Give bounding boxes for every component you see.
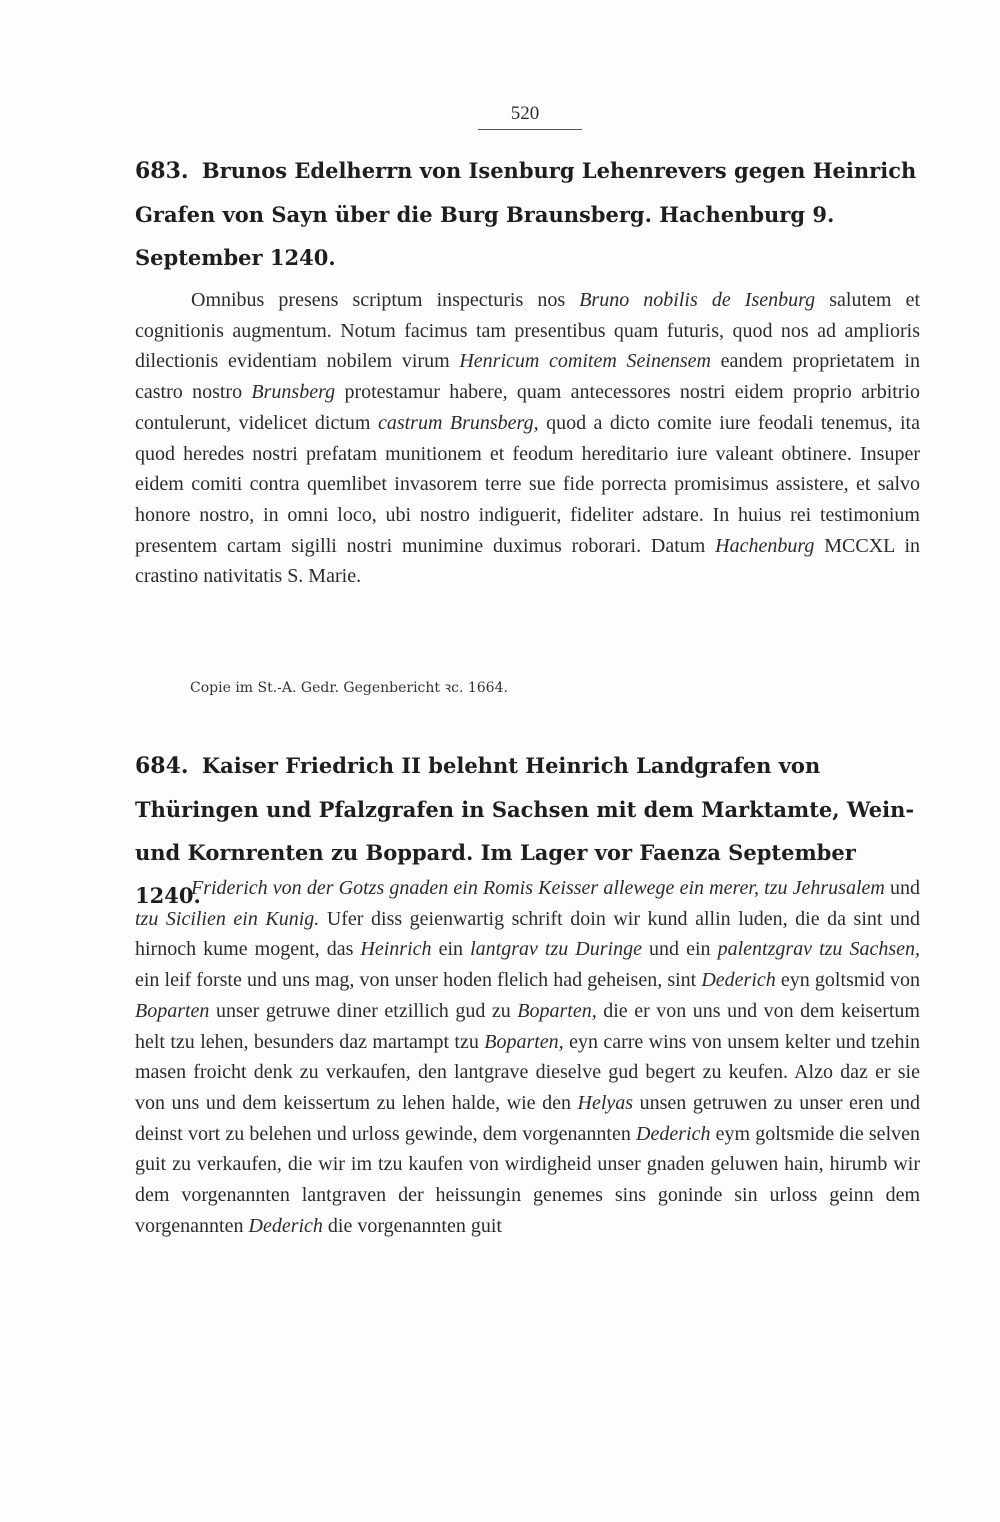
italic-name: Heinrich: [360, 938, 432, 961]
italic-name: Dederich: [636, 1122, 711, 1145]
text-run: die er von uns und von dem keisertum helt tzu lehen, besunders daz martampt tzu: [135, 999, 920, 1053]
text-run: Ufer diss geienwartig schrift doin wir kund allin luden, die da sint und hirnoch kume mogent, das: [135, 907, 920, 961]
italic-name: Dederich: [248, 1214, 323, 1237]
italic-name: Friderich von der Gotzs gnaden ein Romis Keisser allewege ein merer, tzu Jehrusalem: [191, 877, 885, 899]
text-run: und ein: [649, 938, 711, 961]
italic-name: Henricum comitem Seinensem: [459, 350, 711, 373]
italic-name: Boparten: [135, 999, 210, 1022]
entry-683-source-note: Copie im St.-A. Gedr. Gegenbericht ꝛc. 1664.: [190, 680, 508, 696]
text-run: salutem et cognitionis augmentum. Notum facimus tam presentibus quam futuris, quod nos ad amplioris dilectionis evidentiam nobilem virum: [135, 289, 920, 373]
text-run: quod a dicto comite iure feodali tenemus, ita quod heredes nostri prefatam munitionem et feodum hereditario iure valeant obtinere. Insuper eidem comiti contra quemlibet invasorem terre sue fide porrecta promisimus assistere, et salvo honore nostro, in omni loco, ubi nostro indiguerit, fideliter adstare. In huius rei testimonium presentem cartam sigilli nostri munimine duximus roborari. Datum: [135, 411, 920, 557]
text-run: eyn goltsmid von: [780, 969, 921, 992]
text-run: eym goltsmide die selven guit zu verkaufen, die wir im tzu kaufen von wirdigheid unser gnaden geluwen hain, hirumb wir dem vorgenannten lantgraven der heissungin genemes sins goninde sin urloss geinn dem vorgenannten: [135, 1122, 920, 1237]
italic-name: Boparten,: [484, 1030, 564, 1053]
text-run: protestamur habere, quam antecessores nostri eidem proprio arbitrio contulerunt, videlicet dictum: [135, 381, 921, 434]
italic-name: palentzgrav tzu Sachsen,: [717, 938, 921, 961]
entry-683-text: [135, 285, 920, 592]
text-run: Omnibus presens scriptum inspecturis nos: [191, 289, 566, 311]
text-run: ein: [438, 938, 464, 961]
italic-name: Helyas: [577, 1091, 634, 1114]
text-run: unsen getruwen zu unser eren und deinst vort zu belehen und urloss gewinde, dem vorgenannten: [135, 1091, 921, 1145]
italic-name: lantgrav tzu Duringe: [470, 938, 642, 961]
text-run: unser getruwe diner etzillich gud zu: [215, 999, 511, 1022]
italic-name: Hachenburg: [715, 534, 815, 557]
italic-name: Brunsberg: [251, 381, 336, 404]
text-run: und: [890, 877, 920, 899]
page-number-rule: [478, 129, 582, 130]
entry-684-title: Kaiser Friedrich II belehnt Heinrich Landgrafen von Thüringen und Pfalzgrafen in Sachsen mit dem Marktamte, Wein- und Kornrenten zu Boppard. Im Lager vor Faenza September 1240.: [135, 753, 915, 908]
entry-683-heading: [135, 149, 925, 279]
italic-name: Boparten,: [517, 999, 597, 1022]
italic-name: tzu Sicilien ein Kunig.: [135, 907, 320, 930]
entry-684-number: 684.: [135, 753, 189, 779]
page-number: 520: [510, 103, 540, 124]
entry-684-text: [135, 873, 920, 1241]
entry-683-number: 683.: [135, 158, 189, 184]
text-run: eandem proprietatem in castro nostro: [135, 350, 921, 404]
text-run: eyn carre wins von unsem kelter und tzehin masen froicht denk zu verkaufen, den lantgrave dieselve gud begert zu keufen. Alzo daz er sie von uns und dem keissertum zu lehen halde, wie den: [135, 1030, 920, 1114]
text-run: ein leif forste und uns mag, von unser hoden flelich had geheisen, sint: [135, 969, 697, 992]
italic-name: Dederich: [701, 969, 776, 992]
italic-name: Bruno nobilis de Isenburg: [579, 289, 816, 311]
entry-683-title: Brunos Edelherrn von Isenburg Lehenrevers gegen Heinrich Grafen von Sayn über die Burg Braunsberg. Hachenburg 9. September 1240.: [135, 158, 917, 270]
text-run: die vorgenannten guit: [327, 1214, 502, 1237]
italic-name: castrum Brunsberg,: [377, 411, 539, 434]
text-run: MCCXL in crastino nativitatis S. Marie.: [135, 534, 921, 588]
